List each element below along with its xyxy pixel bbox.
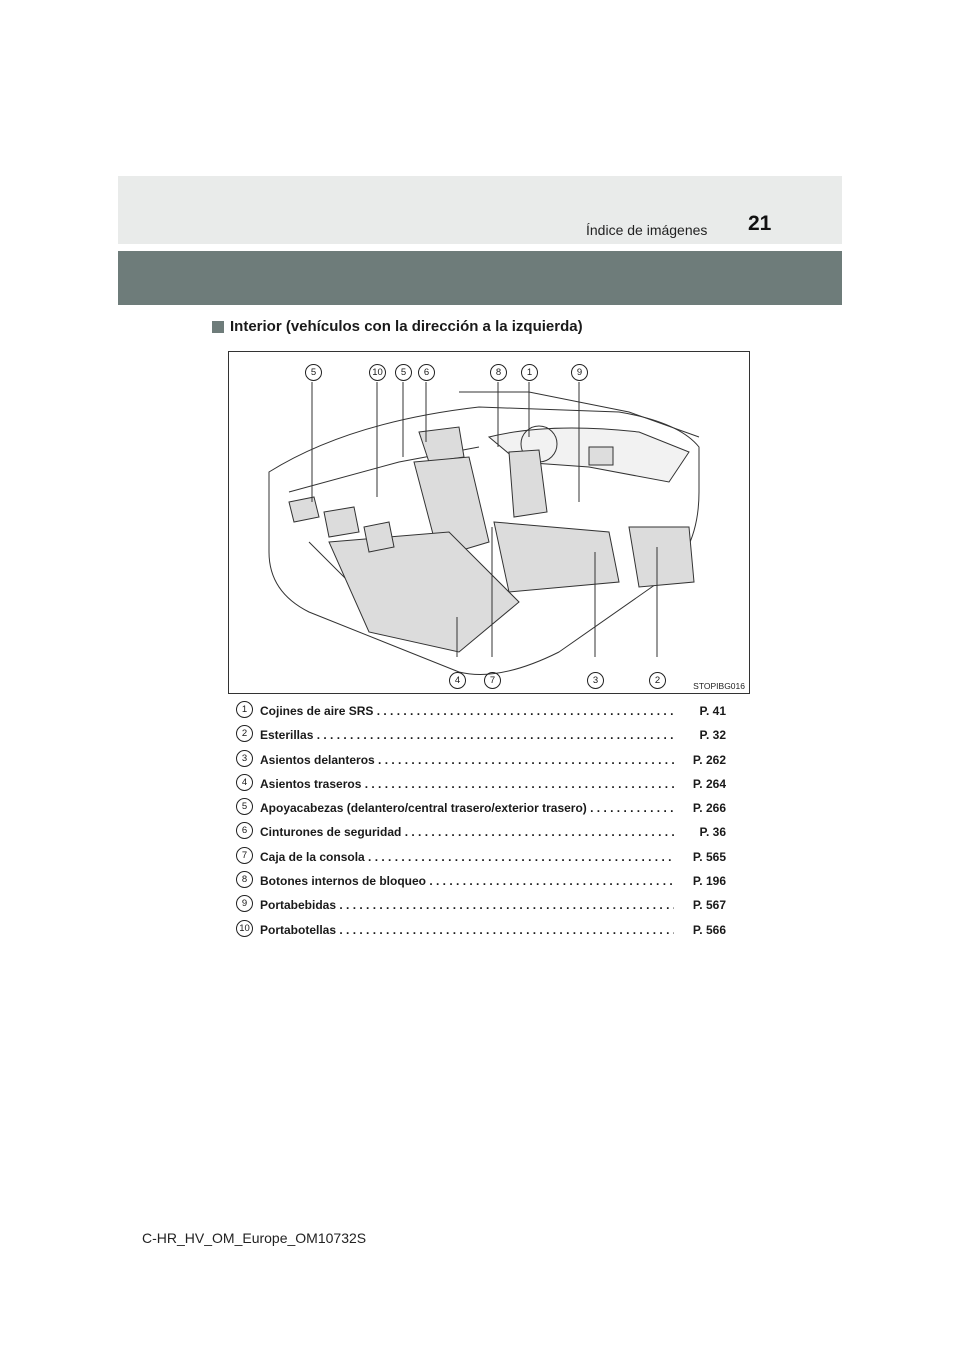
page-reference-link[interactable]: P. 566 [690, 923, 726, 937]
item-number: 4 [236, 774, 253, 791]
page-reference-link[interactable]: P. 567 [690, 898, 726, 912]
callout-2-floor-mats: 2 [649, 672, 666, 689]
item-label: Portabotellas . . . [260, 923, 674, 937]
item-number: 3 [236, 750, 253, 767]
page-reference-link[interactable]: P. 264 [690, 777, 726, 791]
item-label: Apoyacabezas (delantero/central trasero/exterior trasero) . . . [260, 801, 674, 815]
figure-code: STOPIBG016 [693, 681, 745, 691]
page-reference-link[interactable]: P. 32 [697, 728, 726, 742]
page-reference-link[interactable]: P. 266 [690, 801, 726, 815]
item-label: Asientos delanteros . . . [260, 753, 674, 767]
page-reference-link[interactable]: P. 36 [697, 825, 726, 839]
callout-1-airbag: 1 [521, 364, 538, 381]
item-label: Esterillas . . . [260, 728, 674, 742]
item-number: 7 [236, 847, 253, 864]
callout-5-headrest: 5 [305, 364, 322, 381]
page-reference-link[interactable]: P. 41 [697, 704, 726, 718]
page-reference-link[interactable]: P. 565 [690, 850, 726, 864]
list-item [236, 846, 726, 870]
chapter-band [118, 251, 842, 305]
item-label: Cojines de aire SRS . . . [260, 704, 674, 718]
callout-4-rear-seats: 4 [449, 672, 466, 689]
callout-6-seat-belt: 6 [418, 364, 435, 381]
list-item [236, 700, 726, 724]
item-number: 8 [236, 871, 253, 888]
list-item [236, 749, 726, 773]
header-band [118, 176, 842, 244]
callout-5-headrest-front: 5 [395, 364, 412, 381]
reference-list [236, 700, 726, 943]
item-label: Caja de la consola . . . [260, 850, 674, 864]
item-number: 9 [236, 895, 253, 912]
list-item [236, 724, 726, 748]
list-item [236, 870, 726, 894]
item-label: Cinturones de seguridad . . . [260, 825, 674, 839]
car-interior-drawing [229, 352, 749, 693]
page-reference-link[interactable]: P. 262 [690, 753, 726, 767]
page-number: 21 [748, 212, 772, 235]
item-number: 10 [236, 920, 253, 937]
section-title: Índice de imágenes [586, 222, 708, 238]
list-item [236, 894, 726, 918]
item-label: Botones internos de bloqueo . . . [260, 874, 674, 888]
list-item [236, 821, 726, 845]
item-number: 5 [236, 798, 253, 815]
item-label: Portabebidas . . . [260, 898, 674, 912]
footer-document-code: C-HR_HV_OM_Europe_OM10732S [142, 1230, 367, 1246]
item-label: Asientos traseros . . . [260, 777, 674, 791]
list-item [236, 773, 726, 797]
list-item [236, 797, 726, 821]
callout-10-bottle-holder: 10 [369, 364, 386, 381]
subheading [212, 318, 583, 335]
item-number: 2 [236, 725, 253, 742]
callout-7-console-box: 7 [484, 672, 501, 689]
subheading-text: Interior (vehículos con la dirección a la izquierda) [230, 318, 583, 335]
square-bullet-icon [212, 321, 224, 333]
callout-3-front-seats: 3 [587, 672, 604, 689]
item-number: 1 [236, 701, 253, 718]
list-item [236, 919, 726, 943]
callout-9-cup-holder: 9 [571, 364, 588, 381]
callout-8-lock-button: 8 [490, 364, 507, 381]
interior-illustration [228, 351, 750, 694]
item-number: 6 [236, 822, 253, 839]
page-reference-link[interactable]: P. 196 [690, 874, 726, 888]
